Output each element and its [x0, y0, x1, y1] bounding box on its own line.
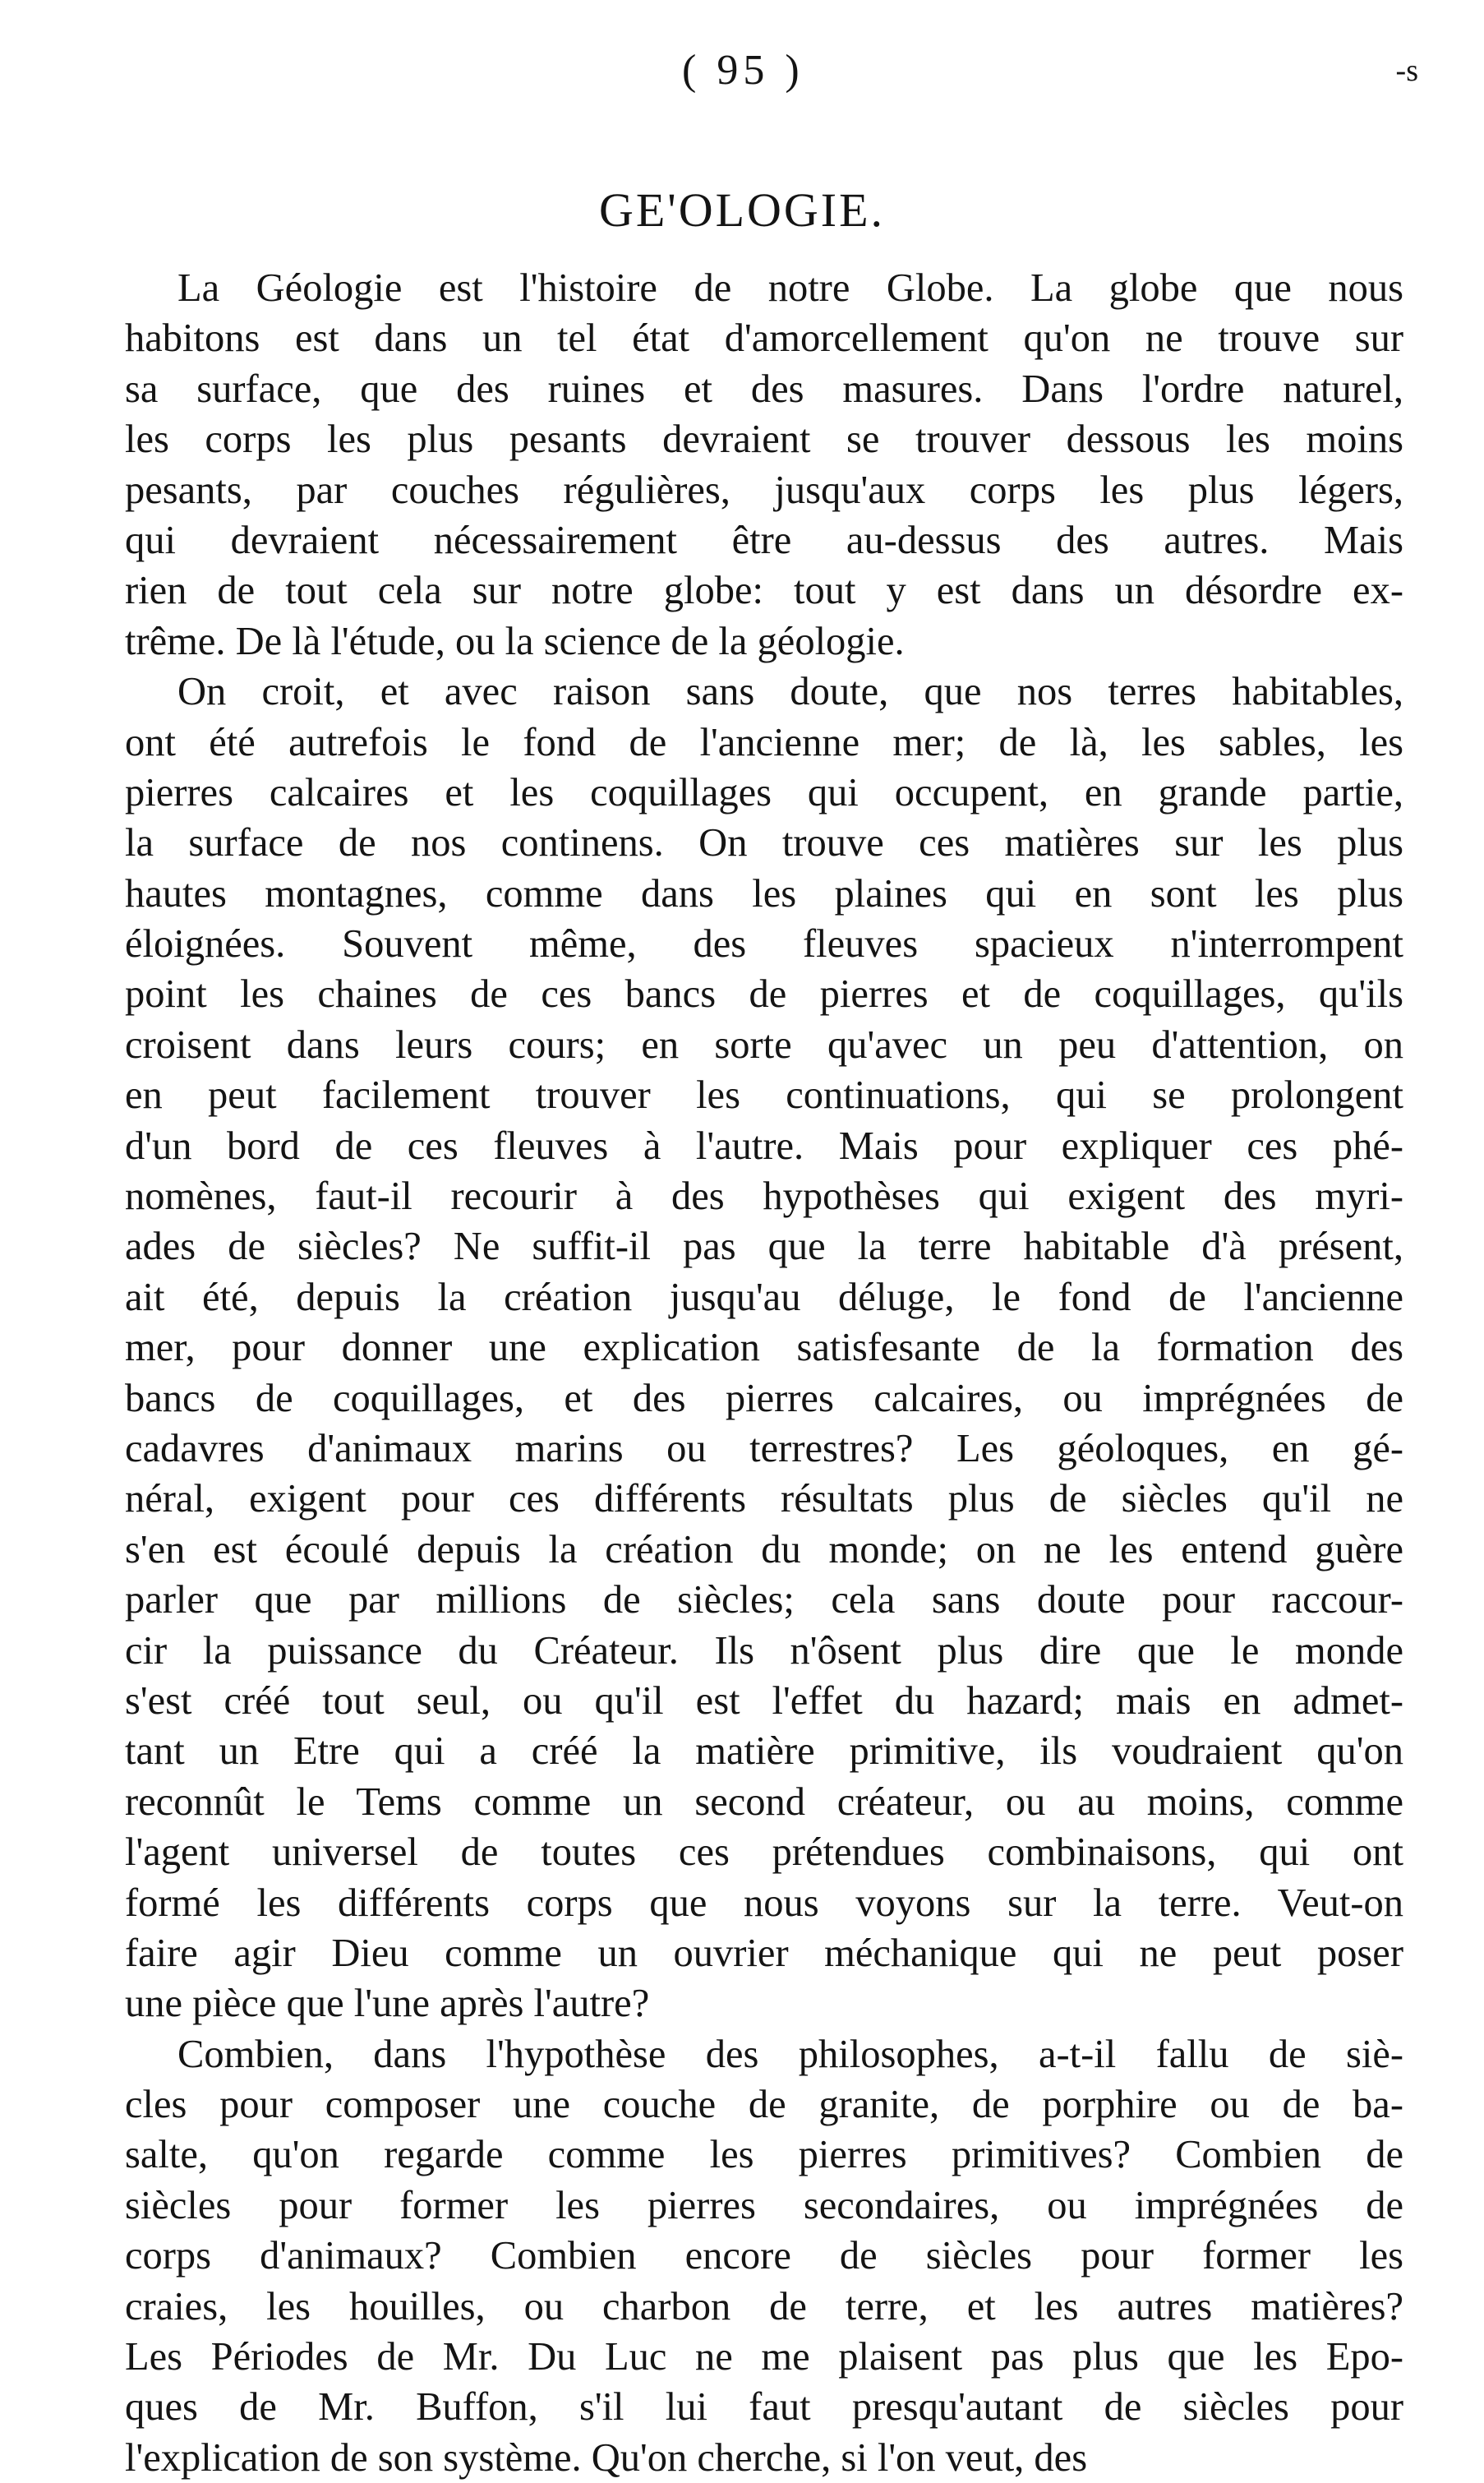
body-text — [125, 263, 1403, 2483]
text-line: pesants, par couches régulières, jusqu'aux corps les plus légers, — [125, 468, 1403, 512]
text-line: cadavres d'animaux marins ou terrestres? Les géoloques, en gé- — [125, 1426, 1403, 1470]
page-header — [0, 46, 1484, 104]
text-line: croisent dans leurs cours; en sorte qu'avec un peu d'attention, on — [125, 1022, 1403, 1067]
text-line: reconnût le Tems comme un second créateur, ou au moins, comme — [125, 1779, 1403, 1824]
text-line: ades de siècles? Ne suffit-il pas que la terre habitable d'à présent, — [125, 1225, 1403, 1269]
text-line: les corps les plus pesants devraient se trouver dessous les moins — [125, 418, 1403, 462]
text-line: néral, exigent pour ces différents résultats plus de siècles qu'il ne — [125, 1477, 1403, 1521]
text-line: nomènes, faut-il recourir à des hypothèses qui exigent des myri- — [125, 1175, 1403, 1219]
text-line: parler que par millions de siècles; cela sans doute pour raccour- — [125, 1578, 1403, 1622]
signature-mark: -s — [1395, 53, 1418, 88]
text-line: salte, qu'on regarde comme les pierres primitives? Combien de — [125, 2133, 1403, 2177]
text-line: l'agent universel de toutes ces prétendues combinaisons, qui ont — [125, 1830, 1403, 1875]
text-line: corps d'animaux? Combien encore de siècles pour former les — [125, 2234, 1403, 2278]
text-line: bancs de coquillages, et des pierres calcaires, ou imprégnées de — [125, 1376, 1403, 1420]
text-line: Combien, dans l'hypothèse des philosophes, a-t-il fallu de siè- — [177, 2032, 1403, 2076]
text-line: s'est créé tout seul, ou qu'il est l'effet du hazard; mais en admet- — [125, 1678, 1403, 1723]
text-line: s'en est écoulé depuis la création du monde; on ne les entend guère — [125, 1527, 1403, 1571]
text-line: sa surface, que des ruines et des masures. Dans l'ordre naturel, — [125, 367, 1403, 411]
text-line: cles pour composer une couche de granite, de porphire ou de ba- — [125, 2083, 1403, 2127]
text-line: l'explication de son système. Qu'on cherche, si l'on veut, des — [125, 2435, 1088, 2480]
text-line: mer, pour donner une explication satisfesante de la formation des — [125, 1326, 1403, 1370]
text-line: cir la puissance du Créateur. Ils n'ôsent plus dire que le monde — [125, 1628, 1403, 1673]
text-line: la surface de nos continens. On trouve ces matières sur les plus — [125, 821, 1403, 865]
text-line: en peut facilement trouver les continuations, qui se prolongent — [125, 1073, 1403, 1118]
text-line: craies, les houilles, ou charbon de terre, et les autres matières? — [125, 2284, 1403, 2328]
paragraph — [125, 263, 1403, 667]
text-line: une pièce que l'une après l'autre? — [125, 1982, 650, 2026]
paragraph — [125, 667, 1403, 2029]
text-line: point les chaines de ces bancs de pierres et de coquillages, qu'ils — [125, 972, 1403, 1017]
text-line: qui devraient nécessairement être au-dessus des autres. Mais — [125, 518, 1403, 562]
chapter-title: GE'OLOGIE. — [598, 183, 886, 237]
text-line: ait été, depuis la création jusqu'au déluge, le fond de l'ancienne — [125, 1275, 1403, 1319]
text-line: ont été autrefois le fond de l'ancienne mer; de là, les sables, les — [125, 720, 1403, 764]
paragraph — [125, 2029, 1403, 2483]
text-line: Les Périodes de Mr. Du Luc ne me plaisent pas plus que les Epo- — [125, 2335, 1403, 2379]
text-line: ques de Mr. Buffon, s'il lui faut presqu'autant de siècles pour — [125, 2385, 1403, 2430]
text-line: habitons est dans un tel état d'amorcellement qu'on ne trouve sur — [125, 316, 1403, 361]
text-line: pierres calcaires et les coquillages qui occupent, en grande partie, — [125, 770, 1403, 815]
text-line: hautes montagnes, comme dans les plaines qui en sont les plus — [125, 871, 1403, 916]
text-line: d'un bord de ces fleuves à l'autre. Mais pour expliquer ces phé- — [125, 1124, 1403, 1168]
text-line: faire agir Dieu comme un ouvrier méchanique qui ne peut poser — [125, 1931, 1403, 1975]
text-line: tant un Etre qui a créé la matière primitive, ils voudraient qu'on — [125, 1729, 1403, 1774]
text-line: rien de tout cela sur notre globe: tout y est dans un désordre ex- — [125, 569, 1403, 613]
text-line: éloignées. Souvent même, des fleuves spacieux n'interrompent — [125, 922, 1403, 967]
text-line: trême. De là l'étude, ou la science de la géologie. — [125, 619, 905, 663]
text-line: On croit, et avec raison sans doute, que nos terres habitables, — [177, 670, 1403, 714]
page-number: ( 95 ) — [682, 47, 804, 94]
text-line: La Géologie est l'histoire de notre Globe. La globe que nous — [177, 266, 1403, 310]
text-line: formé les différents corps que nous voyons sur la terre. Veut-on — [125, 1881, 1403, 1925]
text-line: siècles pour former les pierres secondaires, ou imprégnées de — [125, 2183, 1403, 2227]
